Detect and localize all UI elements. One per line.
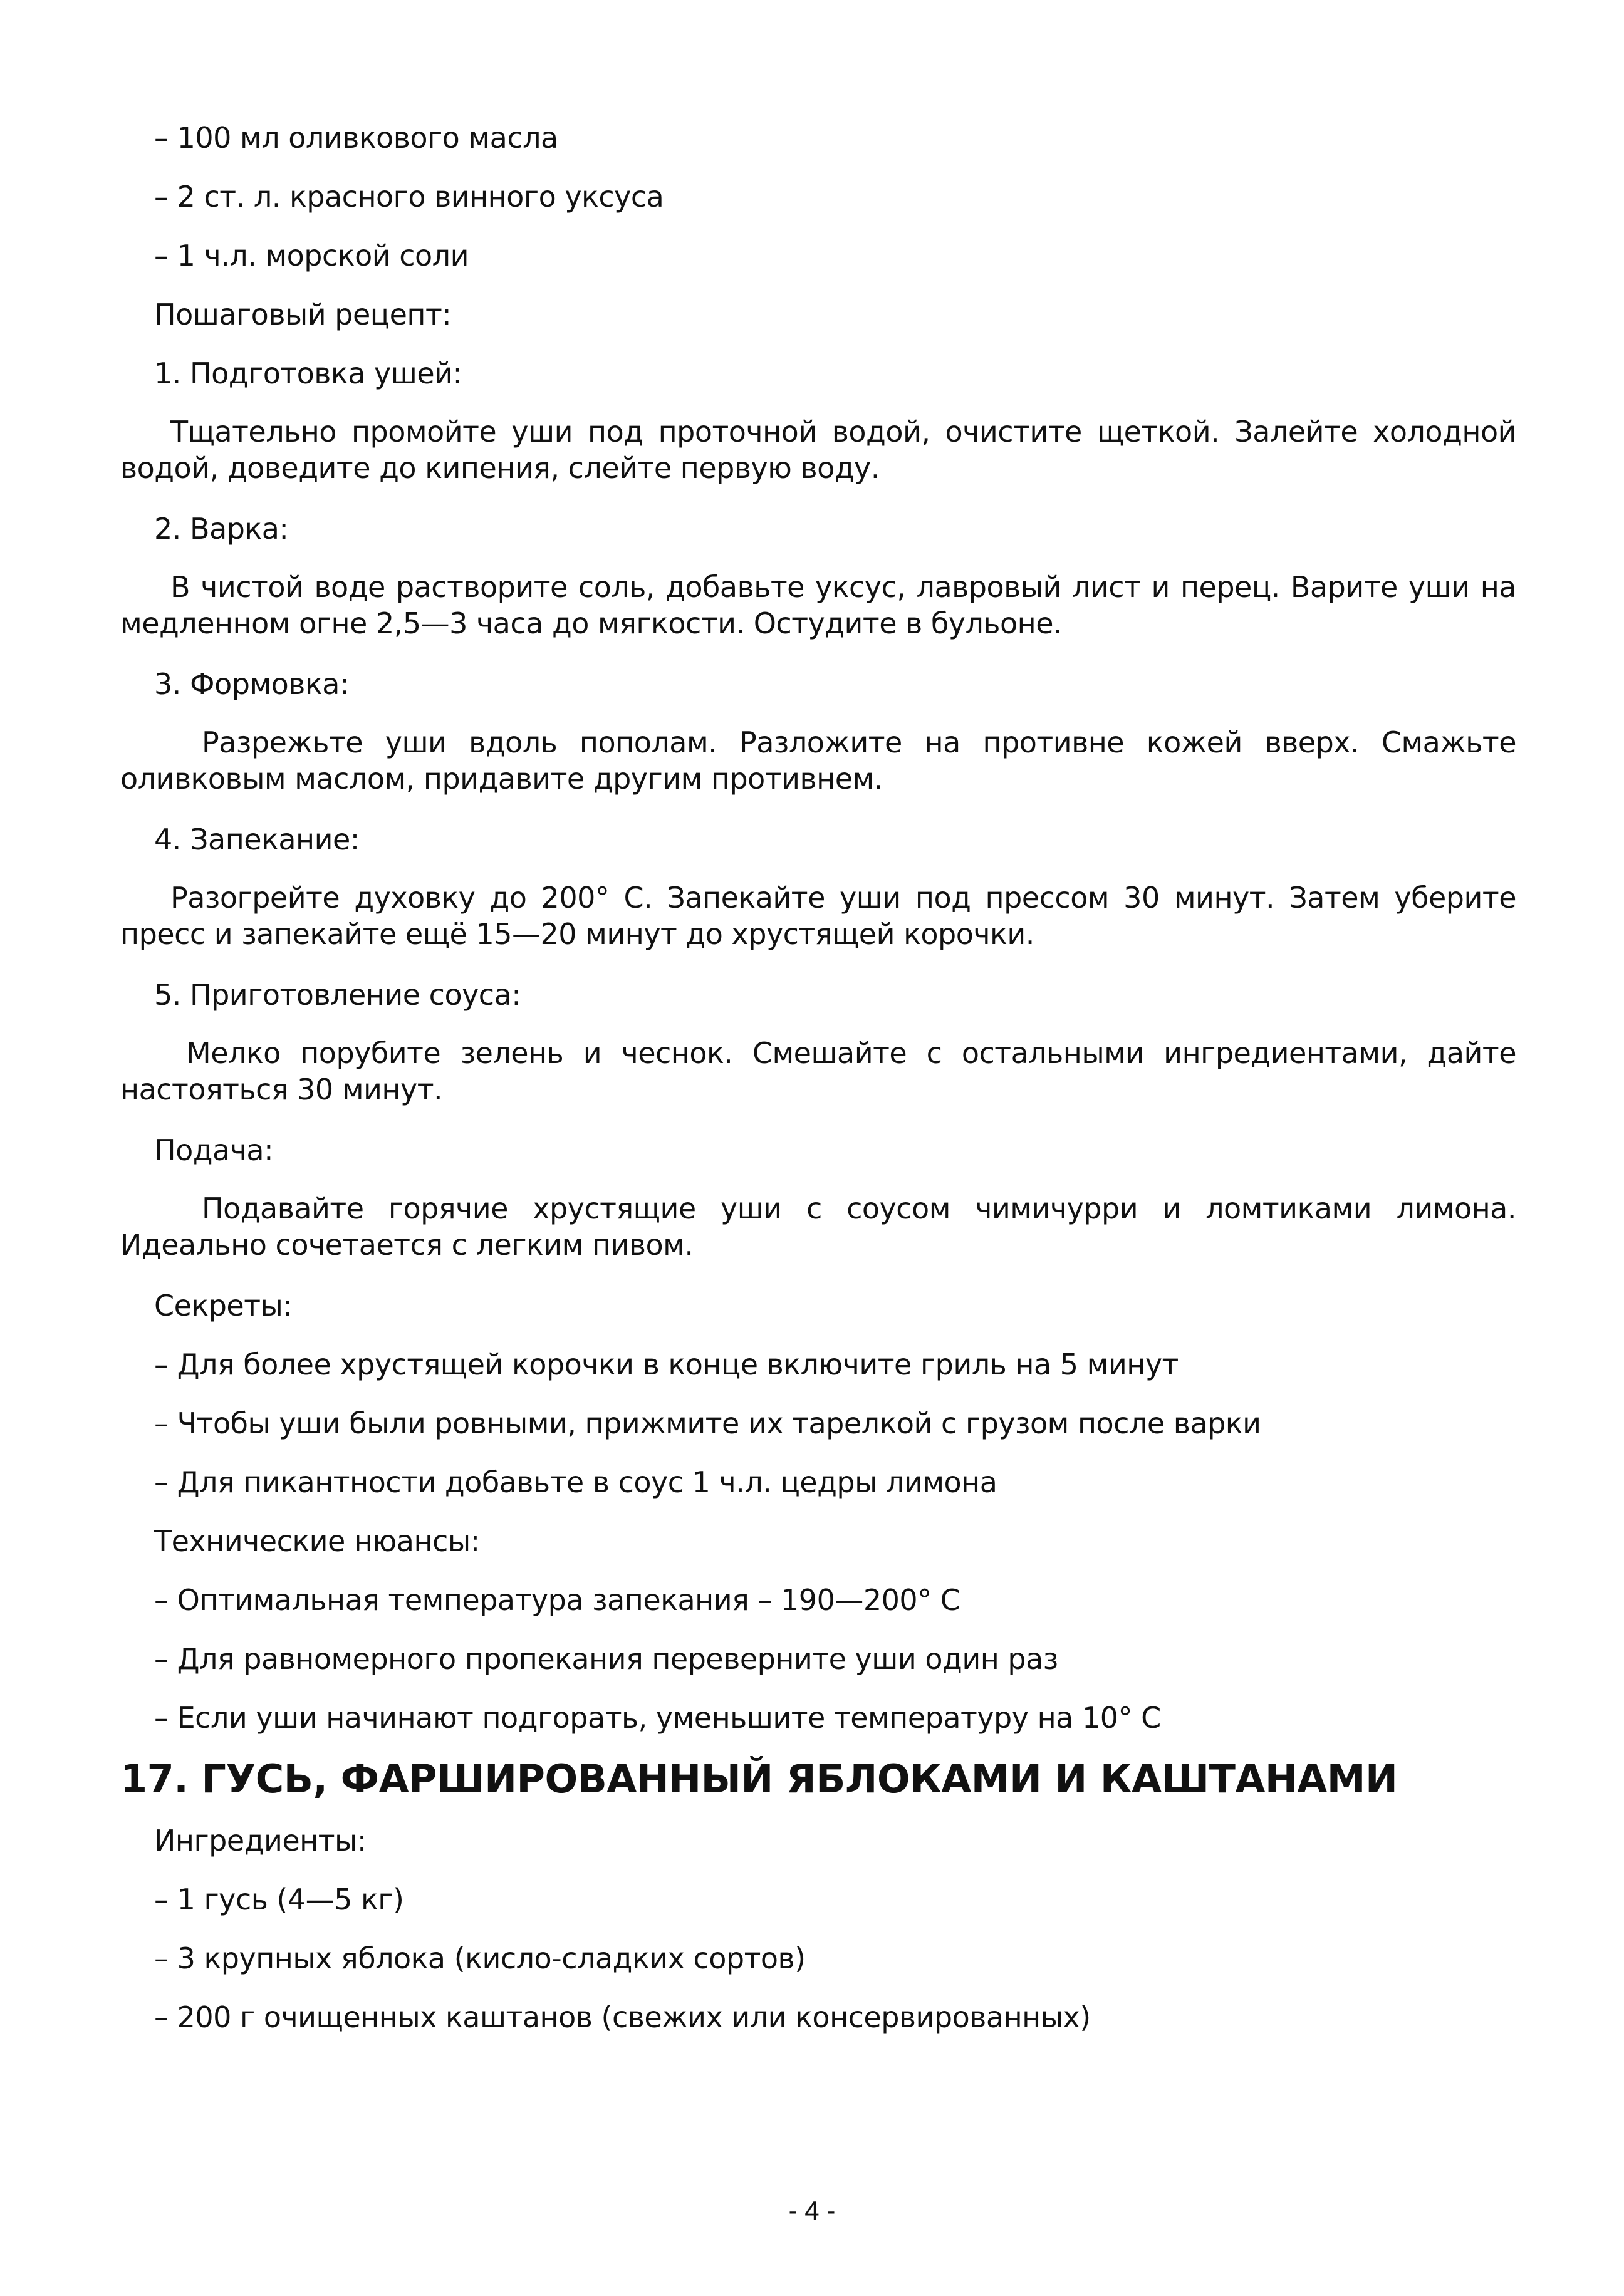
step-title: 5. Приготовление соуса:	[154, 978, 521, 1012]
ingredient-item: – 1 ч.л. морской соли	[154, 239, 469, 273]
document-page	[120, 119, 1516, 2057]
step-title: 3. Формовка:	[154, 667, 349, 701]
ingredient-item: – 3 крупных яблока (кисло-сладких сортов)	[154, 1941, 806, 1975]
technical-label: Технические нюансы:	[154, 1524, 480, 1558]
step-title: 1. Подготовка ушей:	[154, 356, 462, 390]
step-title: 4. Запекание:	[154, 823, 360, 856]
step-title: 2. Варка:	[154, 512, 289, 546]
ingredients-label: Ингредиенты:	[154, 1824, 367, 1857]
ingredient-item: – 200 г очищенных каштанов (свежих или консервированных)	[154, 2000, 1091, 2034]
technical-item: – Оптимальная температура запекания – 190—200° С	[154, 1583, 960, 1617]
ingredient-item: – 100 мл оливкового масла	[154, 121, 558, 155]
technical-item: – Если уши начинают подгорать, уменьшите температуру на 10° С	[154, 1701, 1161, 1735]
ingredient-item: – 1 гусь (4—5 кг)	[154, 1883, 404, 1916]
page-number: - 4 -	[788, 2196, 836, 2225]
step-text: В чистой воде растворите соль, добавьте уксус, лавровый лист и перец. Варите уши на медленном огне 2,5—3 часа до мягкости. Остудите в бульоне.	[120, 570, 1516, 640]
step-text: Разрежьте уши вдоль пополам. Разложите на противне кожей вверх. Смажьте оливковым маслом, придавите другим противнем.	[120, 725, 1516, 796]
step-text: Мелко порубите зелень и чеснок. Смешайте с остальными ингредиентами, дайте настояться 30 минут.	[120, 1036, 1516, 1106]
serving-text: Подавайте горячие хрустящие уши с соусом чимичурри и ломтиками лимона. Идеально сочетается с легким пивом.	[120, 1192, 1516, 1262]
serving-label: Подача:	[154, 1133, 274, 1167]
step-text: Разогрейте духовку до 200° С. Запекайте уши под прессом 30 минут. Затем уберите пресс и запекайте ещё 15—20 минут до хрустящей корочки.	[120, 881, 1516, 951]
ingredient-item: – 2 ст. л. красного винного уксуса	[154, 180, 664, 214]
secrets-label: Секреты:	[154, 1289, 293, 1322]
step-text: Тщательно промойте уши под проточной водой, очистите щеткой. Залейте холодной водой, доведите до кипения, слейте первую воду.	[120, 415, 1516, 485]
secret-item: – Для пикантности добавьте в соус 1 ч.л. цедры лимона	[154, 1465, 997, 1499]
recipe-heading: 17. ГУСЬ, ФАРШИРОВАННЫЙ ЯБЛОКАМИ И КАШТАНАМИ	[120, 1756, 1398, 1802]
steps-label: Пошаговый рецепт:	[154, 298, 452, 331]
secret-item: – Для более хрустящей корочки в конце включите гриль на 5 минут	[154, 1348, 1179, 1381]
technical-item: – Для равномерного пропекания переверните уши один раз	[154, 1642, 1058, 1676]
secret-item: – Чтобы уши были ровными, прижмите их тарелкой с грузом после варки	[154, 1406, 1261, 1440]
